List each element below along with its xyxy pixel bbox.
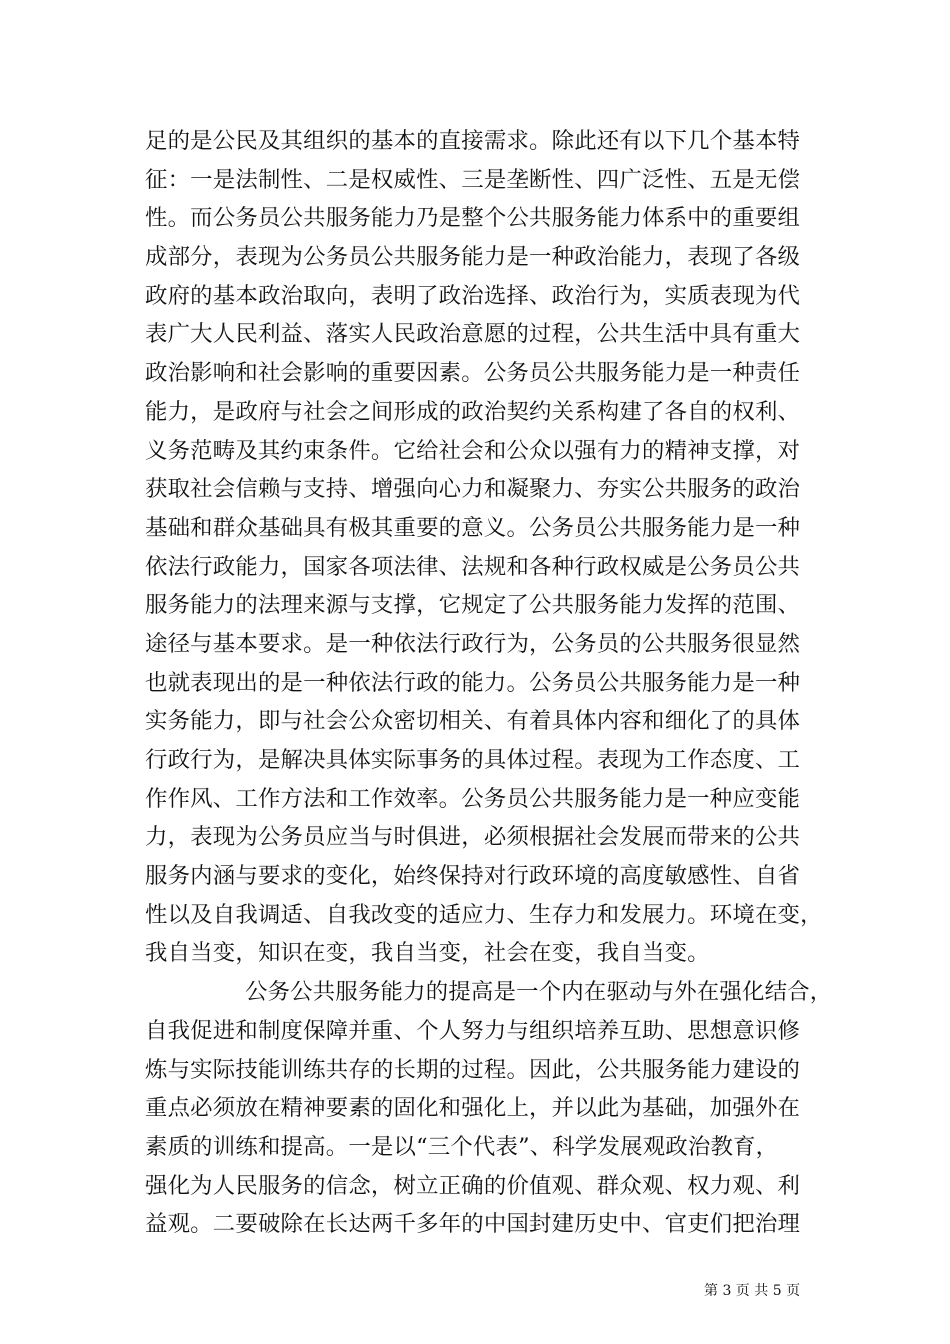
text-line: 力，表现为公务员应当与时俱进，必须根据社会发展而带来的公共 — [145, 824, 801, 851]
text-line: 基础和群众基础具有极其重要的意义。公务员公共服务能力是一种 — [145, 514, 801, 541]
text-line: 政治影响和社会影响的重要因素。公务员公共服务能力是一种责任 — [145, 360, 801, 387]
text-line: 素质的训练和提高。一是以“三个代表”、科学发展观政治教育， — [145, 1133, 779, 1160]
page-number-footer: 第 3 页 共 5 页 — [704, 1283, 801, 1299]
text-line: 政府的基本政治取向，表明了政治选择、政治行为，实质表现为代 — [145, 282, 801, 309]
text-line: 征：一是法制性、二是权威性、三是垄断性、四广泛性、五是无偿 — [145, 166, 801, 193]
text-line: 依法行政能力，国家各项法律、法规和各种行政权威是公务员公共 — [145, 553, 801, 580]
text-line: 获取社会信赖与支持、增强向心力和凝聚力、夯实公共服务的政治 — [145, 476, 801, 503]
text-line: 义务范畴及其约束条件。它给社会和公众以强有力的精神支撑，对 — [145, 437, 801, 464]
text-line: 炼与实际技能训练共存的长期的过程。因此，公共服务能力建设的 — [145, 1056, 801, 1083]
text-line: 行政行为，是解决具体实际事务的具体过程。表现为工作态度、工 — [145, 747, 801, 773]
text-line: 能力，是政府与社会之间形成的政治契约关系构建了各自的权利、 — [145, 398, 801, 425]
text-line: 作作风、工作方法和工作效率。公务员公共服务能力是一种应变能 — [145, 785, 801, 812]
paragraph-first-line: 公务公共服务能力的提高是一个内在驱动与外在强化结合， — [245, 979, 833, 1006]
text-line: 也就表现出的是一种依法行政的能力。公务员公共服务能力是一种 — [145, 669, 801, 696]
text-line: 服务内涵与要求的变化，始终保持对行政环境的高度敏感性、自省 — [145, 863, 801, 890]
text-line: 途径与基本要求。是一种依法行政行为，公务员的公共服务很显然 — [145, 630, 801, 657]
text-line: 性以及自我调适、自我改变的适应力、生存力和发展力。环境在变， — [145, 901, 823, 928]
body-text — [145, 122, 833, 1244]
text-line: 益观。二要破除在长达两千多年的中国封建历史中、官吏们把治理 — [145, 1211, 801, 1238]
text-line: 性。而公务员公共服务能力乃是整个公共服务能力体系中的重要组 — [145, 205, 801, 232]
text-line: 重点必须放在精神要素的固化和强化上，并以此为基础，加强外在 — [145, 1095, 801, 1122]
text-line: 我自当变，知识在变，我自当变，社会在变，我自当变。 — [145, 940, 710, 967]
text-line: 成部分，表现为公务员公共服务能力是一种政治能力，表现了各级 — [145, 244, 801, 271]
text-line: 足的是公民及其组织的基本的直接需求。除此还有以下几个基本特 — [145, 128, 801, 154]
text-line: 自我促进和制度保障并重、个人努力与组织培养互助、思想意识修 — [145, 1017, 801, 1044]
text-line: 表广大人民利益、落实人民政治意愿的过程，公共生活中具有重大 — [145, 321, 801, 348]
text-line: 服务能力的法理来源与支撑，它规定了公共服务能力发挥的范围、 — [145, 592, 801, 619]
text-line: 实务能力，即与社会公众密切相关、有着具体内容和细化了的具体 — [145, 708, 801, 735]
text-line: 强化为人民服务的信念，树立正确的价值观、群众观、权力观、利 — [145, 1172, 801, 1199]
